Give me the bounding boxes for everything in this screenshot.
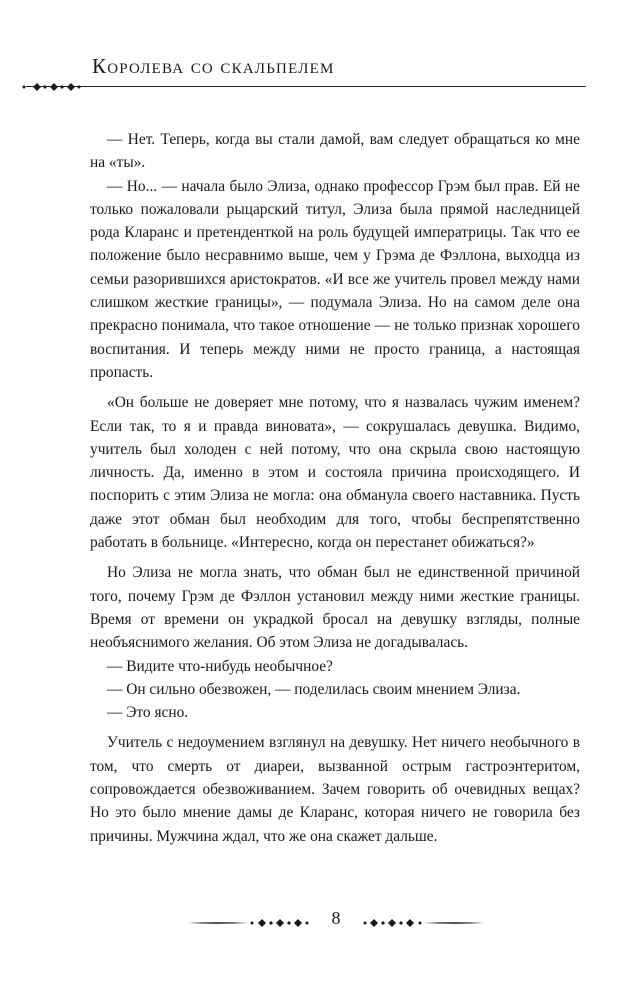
page-number: 8 bbox=[331, 908, 341, 928]
paragraph: — Нет. Теперь, когда вы стали дамой, вам следует обращаться ко мне на «ты». bbox=[90, 131, 580, 172]
page-footer bbox=[0, 900, 644, 950]
paragraph: — Но... — начала было Элиза, однако профессор Грэм был прав. Ей не только пожаловали рыцарский титул, Элиза была прямой наследницей рода Кларанс и претенденткой на роль будущей императрицы. Так что ее положение было несравнимо выше, чем у Грэма де Фэллона, выходца из семьи разорившихся аристократов. «И все же учитель провел между нами слишком жесткие границы», — подумала Элиза. Но на самом деле она прекрасно понимала, что такое отношение — не только признак хорошего воспитания. И теперь между ними не просто граница, а настоящая пропасть. bbox=[90, 177, 580, 381]
paragraph: — Видите что-нибудь необычное? bbox=[107, 657, 333, 675]
header-rule bbox=[26, 86, 586, 87]
paragraph: Учитель с недоумением взглянул на девушку. Нет ничего необычного в том, что смерть от диареи, вызванной острым гастроэнтеритом, сопровождается обезвоживанием. Зачем говорить об очевидных вещах? Но это было мнение дамы де Кларанс, которая ничего не говорила без причины. Мужчина ждал, что же она скажет дальше. bbox=[90, 734, 580, 845]
paragraph: Но Элиза не могла знать, что обман был не единственной причиной того, почему Грэм де Фэллон установил между ними жесткие границы. Время от времени он украдкой бросал на девушку взгляды, полные необъяснимого желания. Об этом Элиза не догадывалась. bbox=[90, 564, 580, 652]
paragraph: — Он сильно обезвожен, — поделилась своим мнением Элиза. bbox=[107, 680, 521, 698]
footer-ornament-right-icon bbox=[358, 916, 484, 930]
header-ornament-icon bbox=[20, 80, 100, 94]
book-title: Королева со скальпелем bbox=[92, 54, 335, 78]
footer-ornament-left-icon bbox=[188, 916, 314, 930]
paragraph: «Он больше не доверяет мне потому, что я назвалась чужим именем? Если так, то я и правда виновата», — сокрушалась девушка. Видимо, учитель был холоден с ней потому, что она скрыла свою настоящую личность. Да, именно в этом и состояла причина происходящего. И поспорить с этим Элиза не могла: она обманула своего наставника. Пусть даже этот обман был необходим для того, чтобы беспрепятственно работать в больнице. «Интересно, когда он перестанет обижаться?» bbox=[90, 394, 580, 552]
paragraph: — Это ясно. bbox=[107, 704, 189, 722]
running-header bbox=[0, 0, 644, 110]
page-body bbox=[90, 128, 580, 848]
